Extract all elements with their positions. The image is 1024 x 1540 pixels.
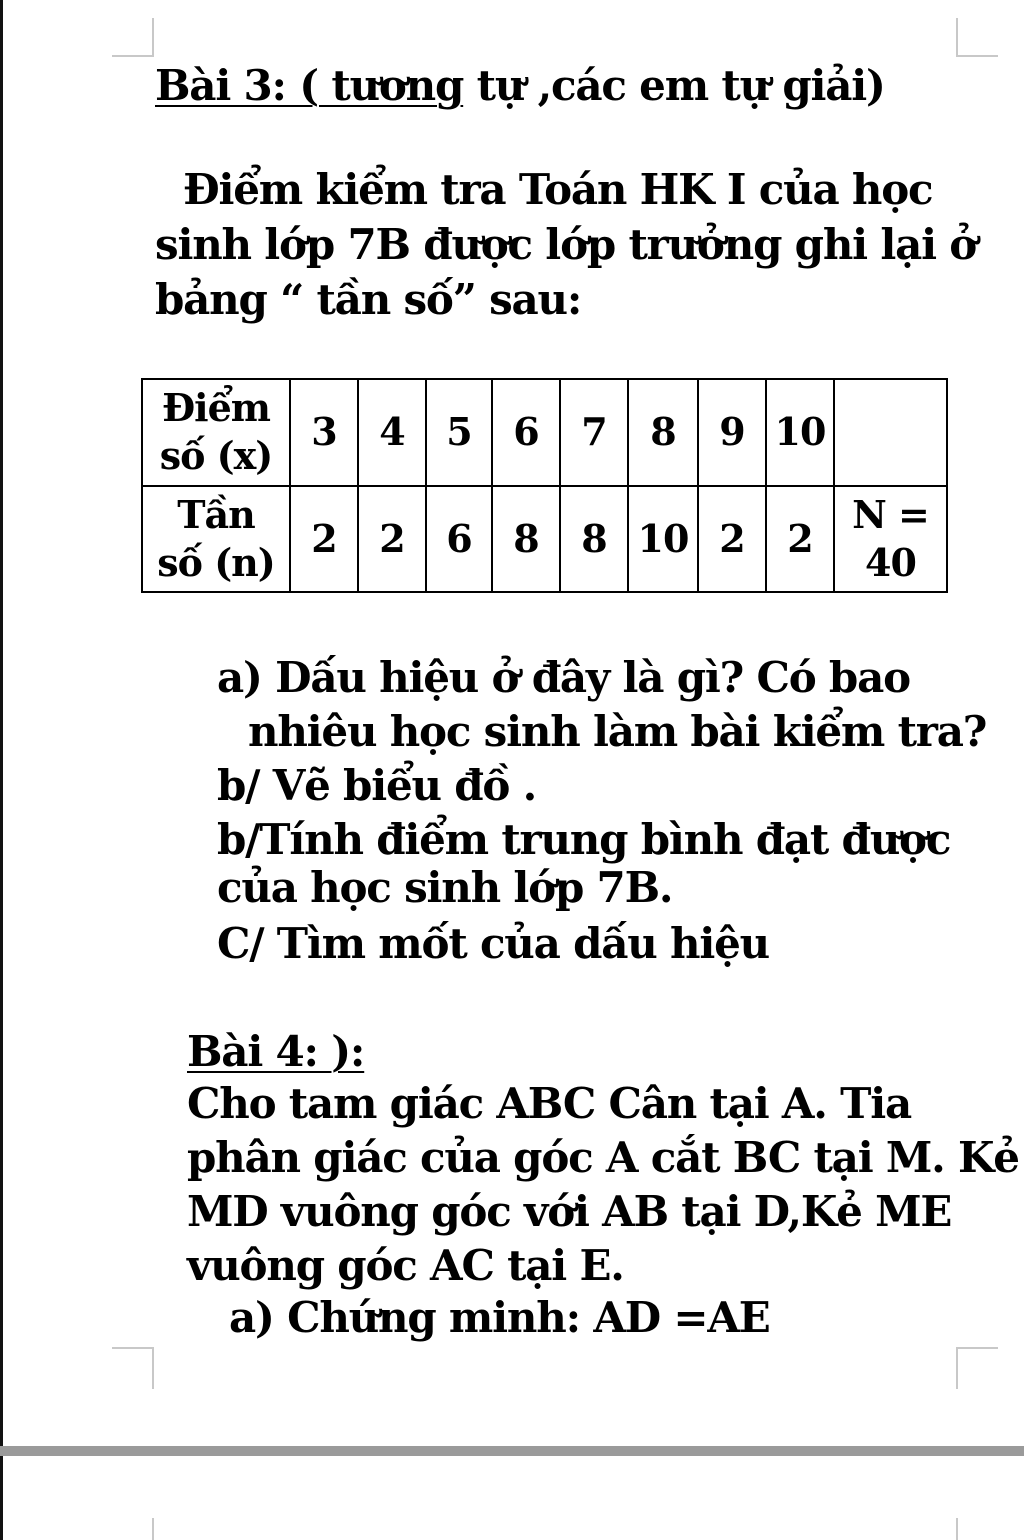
crop-mark-next-right-v: [956, 1518, 958, 1540]
crop-mark-top-left-h: [112, 55, 154, 57]
frequency-cell: 2: [358, 486, 426, 593]
bai3-title-underlined: Bài 3: ( tương: [155, 61, 464, 110]
crop-mark-bottom-left-v: [152, 1347, 154, 1389]
bai3-intro-line-2: sinh lớp 7B được lớp trưởng ghi lại ở: [155, 220, 977, 269]
total-label: N =: [852, 491, 929, 537]
crop-mark-top-right-v: [956, 18, 958, 56]
frequency-cell: 2: [290, 486, 358, 593]
page-left-edge: [0, 0, 3, 1540]
total-cell: [834, 486, 947, 593]
bai4-title: Bài 4: ):: [187, 1027, 365, 1076]
score-cell: 9: [698, 379, 766, 486]
score-header-cell: [142, 379, 290, 486]
score-cell: 7: [560, 379, 628, 486]
score-header-line-1: Điểm: [161, 385, 271, 431]
question-a-line-1: a) Dấu hiệu ở đây là gì? Có bao: [217, 653, 910, 702]
question-b-chart: b/ Vẽ biểu đồ .: [217, 761, 537, 810]
crop-mark-bottom-right-v: [956, 1347, 958, 1389]
frequency-header-line-1: Tần: [177, 491, 255, 537]
frequency-header-cell: [142, 486, 290, 593]
table-row-score: [142, 379, 947, 486]
question-c-mode: C/ Tìm mốt của dấu hiệu: [217, 919, 769, 968]
question-a-line-2: nhiêu học sinh làm bài kiểm tra?: [248, 707, 987, 756]
crop-mark-bottom-right-h: [956, 1347, 998, 1349]
frequency-cell: 2: [766, 486, 834, 593]
bai3-intro-line-3: bảng “ tần số” sau:: [155, 275, 582, 324]
score-empty-cell: [834, 379, 947, 486]
score-cell: 8: [628, 379, 698, 486]
bai4-line-2: phân giác của góc A cắt BC tại M. Kẻ: [187, 1133, 1019, 1182]
question-b-mean-line-1: b/Tính điểm trung bình đạt được: [217, 815, 951, 864]
score-header-line-2: số (x): [159, 433, 273, 479]
table-row-frequency: [142, 486, 947, 593]
total-value: 40: [865, 539, 916, 585]
crop-mark-next-left-v: [152, 1518, 154, 1540]
score-cell: 10: [766, 379, 834, 486]
score-cell: 3: [290, 379, 358, 486]
frequency-cell: 6: [426, 486, 492, 593]
page-separator: [0, 1446, 1024, 1456]
score-cell: 6: [492, 379, 560, 486]
bai4-line-1: Cho tam giác ABC Cân tại A. Tia: [187, 1079, 911, 1128]
frequency-header-line-2: số (n): [157, 539, 275, 585]
crop-mark-top-right-h: [956, 55, 998, 57]
bai4-line-3: MD vuông góc với AB tại D,Kẻ ME: [187, 1187, 952, 1236]
score-cell: 5: [426, 379, 492, 486]
bai4-part-a: a) Chứng minh: AD =AE: [229, 1293, 770, 1342]
frequency-cell: 2: [698, 486, 766, 593]
crop-mark-bottom-left-h: [112, 1347, 154, 1349]
frequency-cell: 10: [628, 486, 698, 593]
bai3-title: [155, 58, 885, 114]
crop-mark-top-left-v: [152, 18, 154, 56]
bai3-intro-line-1: Điểm kiểm tra Toán HK I của học: [183, 165, 933, 214]
frequency-cell: 8: [560, 486, 628, 593]
frequency-cell: 8: [492, 486, 560, 593]
score-cell: 4: [358, 379, 426, 486]
question-b-mean-line-2: của học sinh lớp 7B.: [217, 863, 673, 912]
bai4-line-4: vuông góc AC tại E.: [187, 1241, 624, 1290]
frequency-table: [141, 378, 948, 593]
bai3-title-rest: tự ,các em tự giải): [463, 61, 885, 110]
